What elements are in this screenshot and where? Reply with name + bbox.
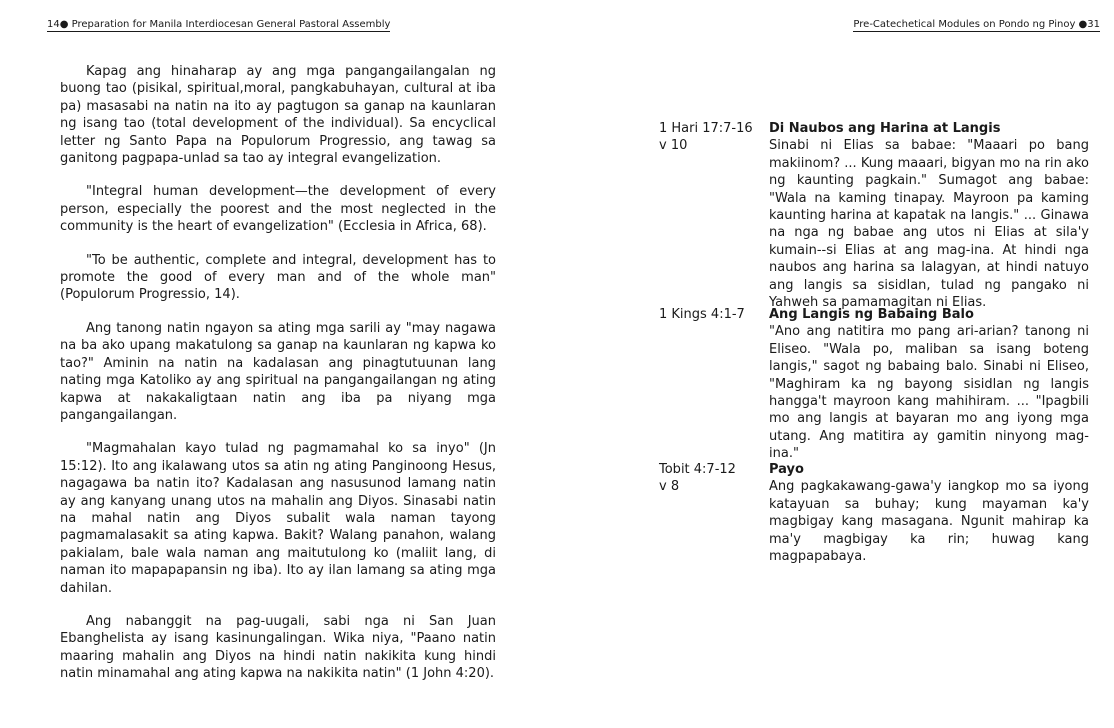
scripture-entry: [659, 120, 1089, 311]
paragraph: Ang tanong natin ngayon sa ating mga sarili ay "may nagawa na ba ako upang makatulong sa ganap na kaunlaran ng kapwa ko tao?" Aminin na natin na kadalasan ang pinagtutuunan lang nating mga Katoliko ay ang spiritual na pangangailangan ng ating kapwa at nakakaligtaan natin ang iba pa niyang mga pangangailangan.: [60, 320, 496, 423]
scripture-reference: 1 Kings 4:1-7: [659, 307, 745, 322]
entry-text: Ang pagkakawang-gawa'y iangkop mo sa iyong katayuan sa buhay; kung mayaman ka'y magbigay kang masagana. Ngunit mahirap ka ma'y magbigay ka rin; huwag kang magpapabaya.: [769, 479, 1089, 565]
paragraph: "Integral human development—the development of every person, especially the poorest and the most neglected in the community is the heart of evangelization" (Ecclesia in Africa, 68).: [60, 184, 496, 235]
body-text: [60, 63, 496, 699]
entry-text: Sinabi ni Elias sa babae: "Maaari po bang makiinom? ... Kung maaari, bigyan mo na rin ako ng kaunting pagkain." Sumagot ang babae: "Wala na kaming tinapay. Mayroon pa kaming kaunting harina at kapatak na langis." ... Ginawa na nga ng babae ang utos ni Elias at sila'y kumain--si Elias at ang mag-ina. At hindi nga naubos ang harina sa lalagyan, at hindi natuyo ang langis sa sisidlan, tulad ng pangako ni Yahweh sa pamamagitan ni Elias.: [769, 138, 1089, 311]
paragraph: "Magmahalan kayo tulad ng pagmamahal ko sa inyo" (Jn 15:12). Ito ang ikalawang utos sa atin ng ating Panginoong Hesus, nagagawa ba natin ito? Kadalasan ang nasusunod lamang natin ay ang kanyang unang utos na mahalin ang Diyos. Sinasabi natin na mahal natin ang Diyos subalit wala naman tayong pagmamalasakit sa ating kapwa. Bakit? Walang panahon, walang pakialam, bale wala naman ang maitutulong ko (maliit lang, di naman ito mapapapansin ng iba). Ito ay ilan lamang sa ating mga dahilan.: [60, 441, 496, 596]
paragraph: "To be authentic, complete and integral, development has to promote the good of every man and of the whole man" (Populorum Progressio, 14).: [60, 252, 496, 303]
entry-title: Payo: [769, 462, 804, 477]
paragraph: Kapag ang hinaharap ay ang mga pangangailangalan ng buong tao (pisikal, spiritual,moral, pangkabuhayan, cultural at iba pa) masasabi na natin na ito ay pagtugon sa ganap na kaunlaran ng isang tao (total development of the individual). Sa encyclical letter ng Santo Papa na Populorum Progressio, ang tawag sa ganitong pagpapa-unlad sa tao ay integral evangelization.: [60, 64, 496, 167]
entry-content: [769, 461, 1089, 565]
scripture-entry: [659, 461, 1089, 565]
right-page: [557, 0, 1114, 728]
running-header-left: 14● Preparation for Manila Interdiocesan General Pastoral Assembly: [47, 19, 391, 30]
paragraph: Ang nabanggit na pag-uugali, sabi nga ni San Juan Ebanghelista ay isang kasinungalingan. Wika niya, "Paano natin maaring mahalin ang Diyos na hindi natin nakikita kung hindi natin minamahal ang ating kapwa na nakikita natin" (1 John 4:20).: [60, 613, 496, 682]
entry-title: Ang Langis ng Babaing Balo: [769, 307, 974, 322]
entry-text: "Ano ang natitira mo pang ari-arian? tanong ni Eliseo. "Wala po, maliban sa isang boteng langis," sagot ng babaing balo. Sinabi ni Eliseo, "Maghiram ka ng bayong sisidlan ng langis hangga't mayroon kang mahihiram. ... "Ipagbili mo ang langis at bayaran mo ang iyong mga utang. Ang matitira ay gamitin ninyong mag-ina.": [769, 324, 1089, 462]
scripture-reference: 1 Hari 17:7-16 v 10: [659, 121, 753, 154]
running-header-right: Pre-Catechetical Modules on Pondo ng Pinoy ●31: [853, 19, 1100, 30]
entry-content: [769, 306, 1089, 463]
scripture-entry: [659, 306, 1089, 463]
scripture-reference: Tobit 4:7-12 v 8: [659, 462, 736, 495]
entry-content: [769, 120, 1089, 311]
entry-title: Di Naubos ang Harina at Langis: [769, 121, 1001, 136]
